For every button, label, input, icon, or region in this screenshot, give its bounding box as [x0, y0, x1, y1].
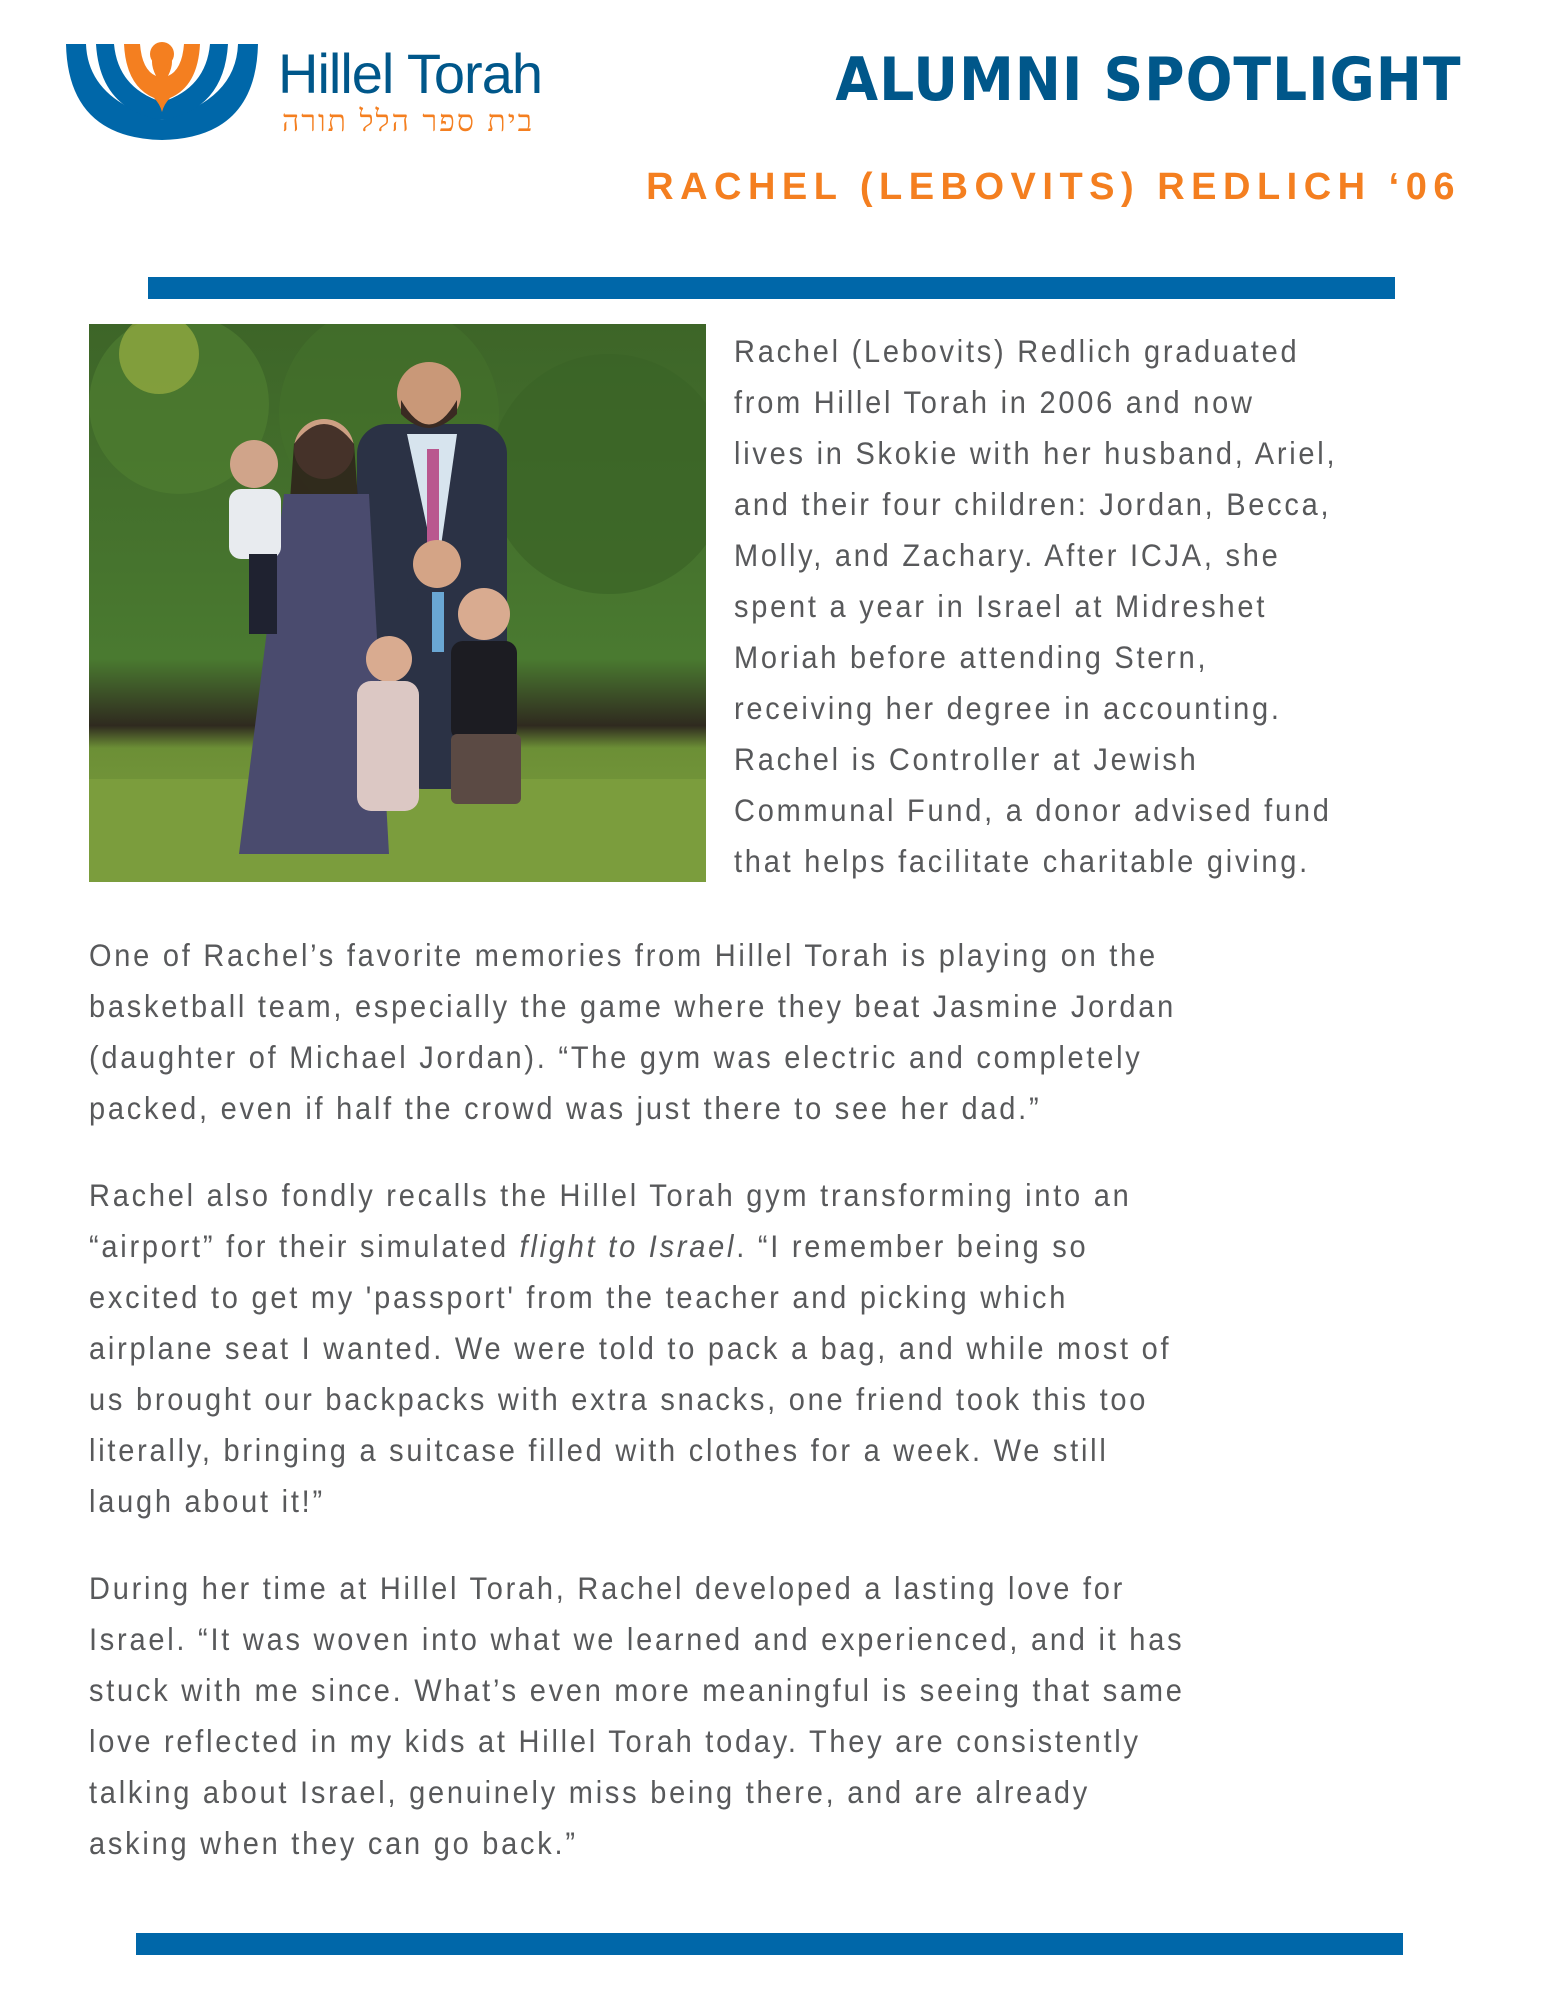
paragraph-line: (daughter of Michael Jordan). “The gym was electric and completely — [89, 1039, 1143, 1075]
intro-line: Moriah before attending Stern, — [734, 639, 1209, 675]
paragraph-line: laugh about it!” — [89, 1483, 325, 1519]
intro-line: and their four children: Jordan, Becca, — [734, 486, 1332, 522]
paragraph-line: talking about Israel, genuinely miss being there, and are already — [89, 1774, 1091, 1810]
family-photo-illustration — [89, 324, 706, 882]
paragraph-line: One of Rachel’s favorite memories from Hillel Torah is playing on the — [89, 937, 1158, 973]
love-for-israel-paragraph — [89, 1563, 1487, 1869]
paragraph-line: us brought our backpacks with extra snacks, one friend took this too — [89, 1381, 1149, 1417]
intro-line: receiving her degree in accounting. — [734, 690, 1282, 726]
paragraph-line: basketball team, especially the game where they beat Jasmine Jordan — [89, 988, 1177, 1024]
intro-line: Rachel (Lebovits) Redlich graduated — [734, 333, 1300, 369]
intro-line: Molly, and Zachary. After ICJA, she — [734, 537, 1281, 573]
intro-paragraph — [734, 326, 1433, 887]
intro-line: spent a year in Israel at Midreshet — [734, 588, 1268, 624]
alumni-name-subtitle: RACHEL (LEBOVITS) REDLICH ‘06 — [646, 166, 1461, 208]
flight-to-israel-paragraph — [89, 1170, 1487, 1527]
logo-hebrew-subtitle: בית ספר הלל תורה — [282, 104, 535, 139]
paragraph-text: “airport” for their simulated — [89, 1228, 520, 1264]
bottom-divider — [136, 1933, 1403, 1955]
intro-line: Rachel is Controller at Jewish — [734, 741, 1199, 777]
paragraph-line: Rachel also fondly recalls the Hillel Torah gym transforming into an — [89, 1177, 1132, 1213]
intro-line: that helps facilitate charitable giving. — [734, 843, 1310, 879]
intro-line: lives in Skokie with her husband, Ariel, — [734, 435, 1338, 471]
paragraph-line: packed, even if half the crowd was just there to see her dad.” — [89, 1090, 1042, 1126]
logo-wordmark: Hillel Torah — [278, 42, 542, 105]
italic-phrase: flight to Israel — [519, 1228, 737, 1264]
paragraph-line: excited to get my 'passport' from the teacher and picking which — [89, 1279, 1069, 1315]
paragraph-line: During her time at Hillel Torah, Rachel developed a lasting love for — [89, 1570, 1126, 1606]
hillel-torah-logo — [60, 40, 580, 150]
paragraph-line: stuck with me since. What’s even more meaningful is seeing that same — [89, 1672, 1185, 1708]
top-divider — [148, 277, 1395, 299]
paragraph-line: asking when they can go back.” — [89, 1825, 578, 1861]
menorah-logo-icon — [60, 40, 265, 145]
basketball-memory-paragraph — [89, 930, 1487, 1134]
family-photo — [89, 324, 706, 882]
intro-line: Communal Fund, a donor advised fund — [734, 792, 1332, 828]
paragraph-line: literally, bringing a suitcase filled with clothes for a week. We still — [89, 1432, 1109, 1468]
intro-line: from Hillel Torah in 2006 and now — [734, 384, 1255, 420]
paragraph-line: love reflected in my kids at Hillel Torah today. They are consistently — [89, 1723, 1141, 1759]
paragraph-text: . “I remember being so — [736, 1228, 1089, 1264]
paragraph-line — [89, 1221, 1487, 1272]
paragraph-line: airplane seat I wanted. We were told to pack a bag, and while most of — [89, 1330, 1172, 1366]
paragraph-line: Israel. “It was woven into what we learned and experienced, and it has — [89, 1621, 1185, 1657]
page-title: ALUMNI SPOTLIGHT — [834, 45, 1461, 115]
